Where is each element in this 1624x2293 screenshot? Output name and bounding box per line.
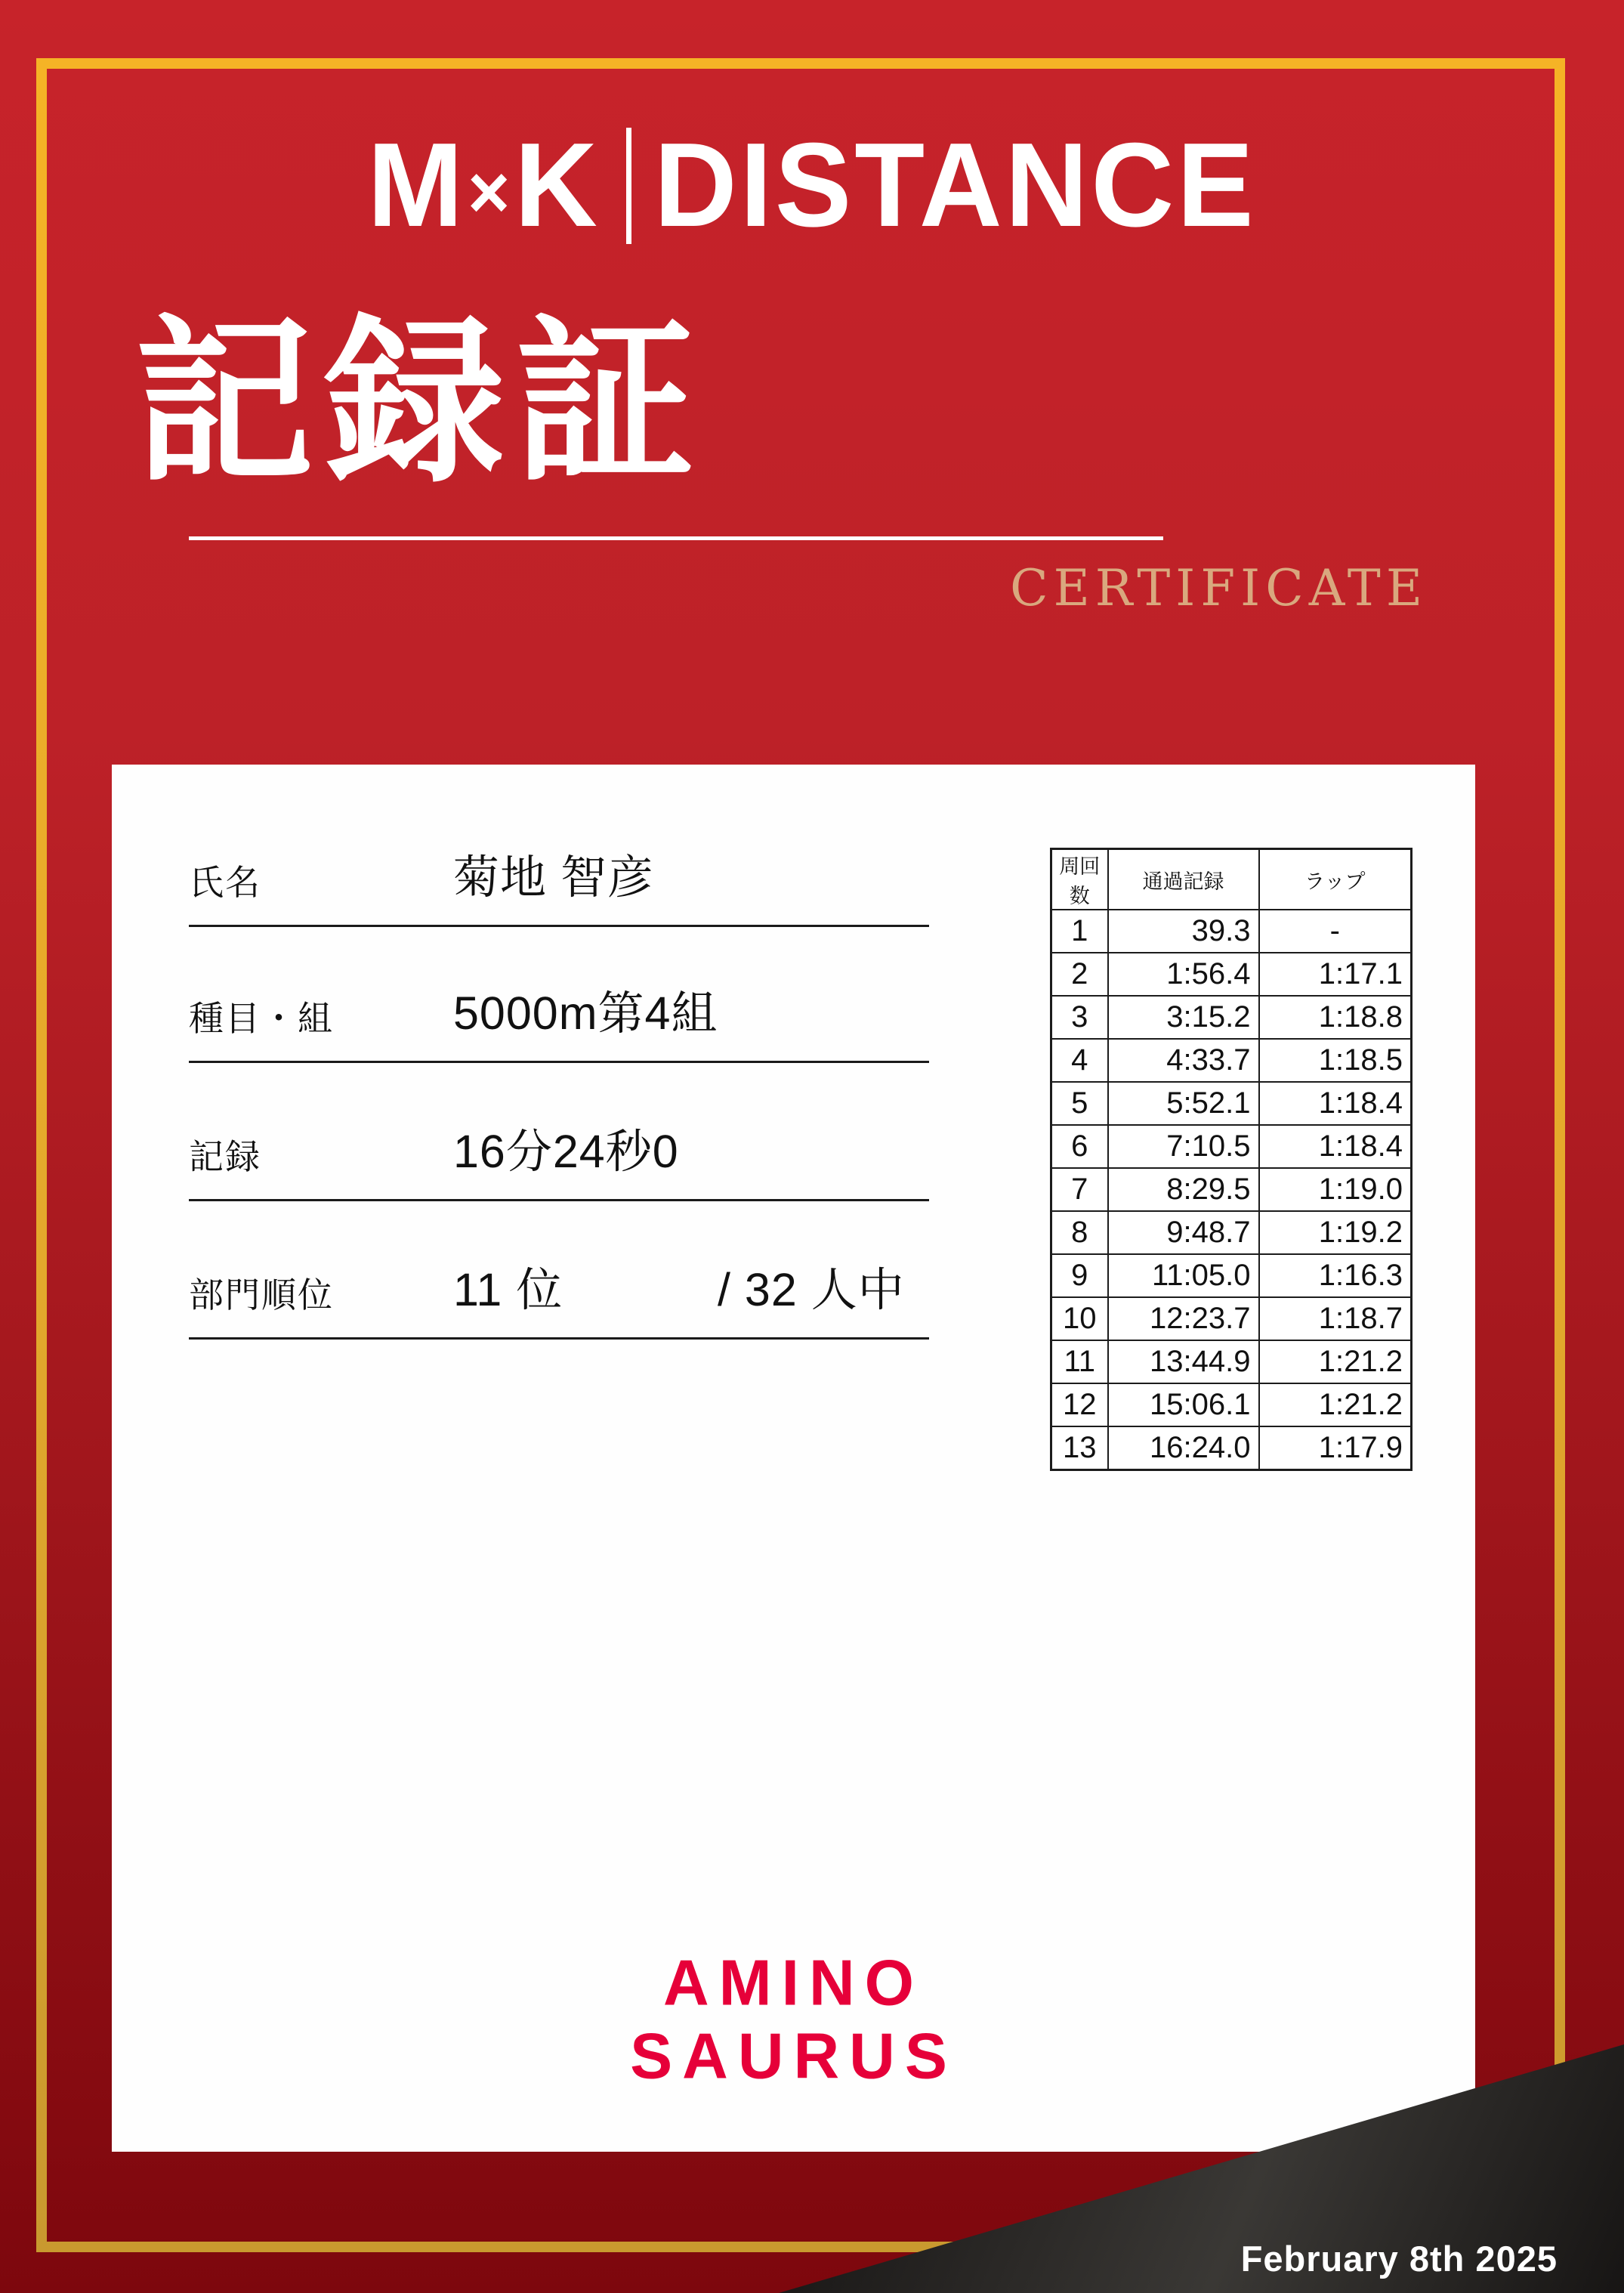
lap-time: 1:21.2 [1259, 1340, 1412, 1383]
lap-number: 2 [1051, 953, 1108, 996]
split-time: 4:33.7 [1108, 1039, 1259, 1082]
split-time: 8:29.5 [1108, 1168, 1259, 1211]
brand-name: DISTANCE [653, 118, 1257, 252]
lap-number: 3 [1051, 996, 1108, 1039]
split-time: 11:05.0 [1108, 1254, 1259, 1297]
lap-number: 11 [1051, 1340, 1108, 1383]
field-label: 部門順位 [189, 1275, 334, 1315]
lap-time: 1:17.9 [1259, 1426, 1412, 1470]
table-row [1051, 1254, 1412, 1297]
lap-time: 1:19.2 [1259, 1211, 1412, 1254]
table-row [1051, 953, 1412, 996]
page-title-english: CERTIFICATE [1010, 559, 1428, 617]
table-row [1051, 1082, 1412, 1125]
lap-time: 1:18.7 [1259, 1297, 1412, 1340]
table-row [1051, 1125, 1412, 1168]
header-split-time: 通過記録 [1108, 849, 1259, 910]
table-row [1051, 1426, 1412, 1470]
lap-time: 1:17.1 [1259, 953, 1412, 996]
table-row [1051, 1168, 1412, 1211]
field-row-name [189, 825, 929, 927]
field-label: 記録 [189, 1137, 261, 1176]
table-row [1051, 1211, 1412, 1254]
lap-time: - [1259, 910, 1412, 953]
brand-letter-k: K [514, 118, 601, 252]
table-row [1051, 1383, 1412, 1426]
lap-number: 1 [1051, 910, 1108, 953]
table-row [1051, 910, 1412, 953]
page-title-japanese: 記録証 [134, 297, 705, 508]
split-time: 3:15.2 [1108, 996, 1259, 1039]
field-value: 11 位 [453, 1264, 563, 1315]
brand-logo [0, 117, 1624, 255]
field-row-record [189, 1099, 929, 1201]
split-time: 13:44.9 [1108, 1340, 1259, 1383]
lap-number: 8 [1051, 1211, 1108, 1254]
split-time: 39.3 [1108, 910, 1259, 953]
field-label: 種目・組 [189, 999, 334, 1038]
field-value-suffix: / 32 人中 [718, 1264, 905, 1315]
split-time: 12:23.7 [1108, 1297, 1259, 1340]
table-row [1051, 1340, 1412, 1383]
lap-number: 9 [1051, 1254, 1108, 1297]
split-time: 9:48.7 [1108, 1211, 1259, 1254]
brand-mk [367, 117, 600, 255]
lap-time: 1:18.4 [1259, 1082, 1412, 1125]
field-label: 氏名 [189, 863, 261, 902]
event-date: February 8th 2025 [1240, 2239, 1558, 2279]
lap-number: 10 [1051, 1297, 1108, 1340]
field-value: 菊地 智彦 [453, 851, 654, 903]
sponsor-logo [112, 1946, 1475, 2093]
lap-time: 1:16.3 [1259, 1254, 1412, 1297]
sponsor-logo-line2: SAURUS [630, 2019, 957, 2092]
sponsor-logo-line1: AMINO [663, 1946, 924, 2019]
table-row [1051, 1039, 1412, 1082]
split-time: 16:24.0 [1108, 1426, 1259, 1470]
lap-number: 7 [1051, 1168, 1108, 1211]
lap-time: 1:18.4 [1259, 1125, 1412, 1168]
table-row [1051, 1297, 1412, 1340]
header-lap-number: 周回数 [1051, 849, 1108, 910]
lap-table [1050, 848, 1413, 1471]
brand-letter-m: M [367, 118, 467, 252]
field-row-rank [189, 1238, 929, 1340]
table-row [1051, 996, 1412, 1039]
lap-number: 6 [1051, 1125, 1108, 1168]
lap-number: 4 [1051, 1039, 1108, 1082]
lap-time: 1:18.8 [1259, 996, 1412, 1039]
split-time: 1:56.4 [1108, 953, 1259, 996]
lap-number: 5 [1051, 1082, 1108, 1125]
header-lap-time: ラップ [1259, 849, 1412, 910]
lap-number: 12 [1051, 1383, 1108, 1426]
split-time: 15:06.1 [1108, 1383, 1259, 1426]
lap-time: 1:21.2 [1259, 1383, 1412, 1426]
lap-time: 1:19.0 [1259, 1168, 1412, 1211]
split-time: 5:52.1 [1108, 1082, 1259, 1125]
lap-number: 13 [1051, 1426, 1108, 1470]
field-row-event [189, 961, 929, 1063]
field-value: 16分24秒0 [453, 1126, 679, 1177]
brand-times-symbol: × [468, 150, 514, 234]
field-value: 5000m第4組 [453, 987, 718, 1039]
lap-table-header-row [1051, 849, 1412, 910]
title-underline-rule [189, 536, 1163, 540]
split-time: 7:10.5 [1108, 1125, 1259, 1168]
brand-divider-bar [626, 128, 631, 244]
lap-time: 1:18.5 [1259, 1039, 1412, 1082]
